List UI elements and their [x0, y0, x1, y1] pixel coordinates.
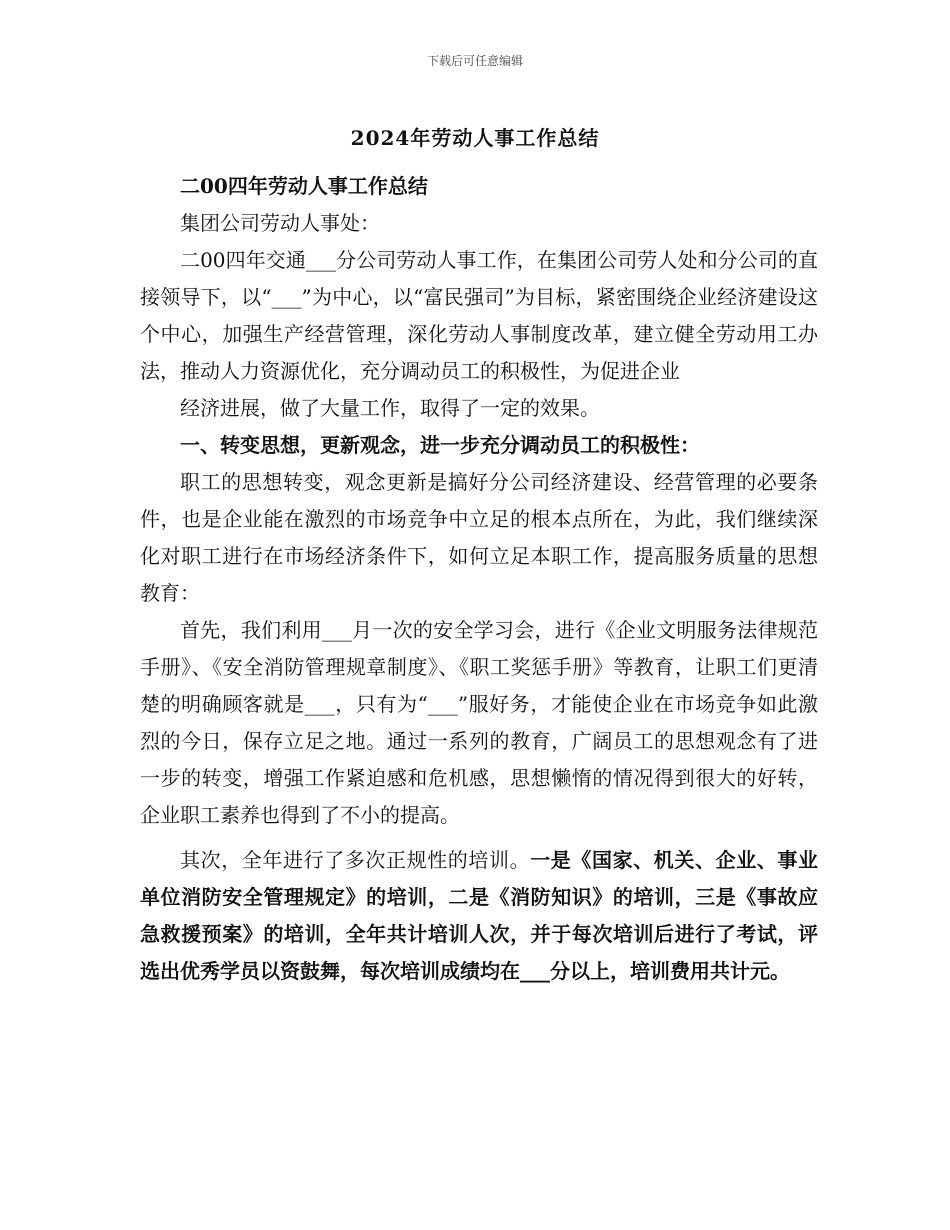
- header-note: 下载后可任意编辑: [426, 54, 523, 68]
- paragraph: 经济进展，做了大量工作，取得了一定的效果。: [180, 396, 600, 420]
- document-body: [140, 168, 818, 990]
- paragraph: 职工的思想转变，观念更新是搞好分公司经济建设、经营管理的必要条件，也是企业能在激烈的市场竞争中立足的根本点所在，为此，我们继续深化对职工进行在市场经济条件下，如何立足本职工作，提高服务质量的思想教育：: [140, 470, 818, 605]
- section-heading: 二00四年劳动人事工作总结: [180, 174, 428, 198]
- paragraph-bold-part: 一是《国家、机关、企业、事业单位消防安全管理规定》的培训，二是《消防知识》的培训，三是《事故应急救援预案》的培训，全年共计培训人次，并于每次培训后进行了考试，评选出优秀学员以资鼓舞，每次培训成绩均在___分以上，培训费用共计元。: [140, 848, 819, 983]
- paragraph: 二00四年交通___分公司劳动人事工作，在集团公司劳人处和分公司的直接领导下，以“___”为中心，以“富民强司”为目标，紧密围绕企业经济建设这个中心，加强生产经营管理，深化劳动人事制度改革，建立健全劳动用工办法，推动人力资源优化，充分调动员工的积极性，为促进企业: [140, 248, 818, 383]
- paragraph: 首先，我们利用___月一次的安全学习会，进行《企业文明服务法律规范手册》、《安全消防管理规章制度》、《职工奖惩手册》等教育，让职工们更清楚的明确顾客就是___，只有为“___”服好务，才能使企业在市场竞争如此激烈的今日，保存立足之地。通过一系列的教育，广阔员工的思想观念有了进一步的转变，增强工作紧迫感和危机感，思想懒惰的情况得到很大的好转，企业职工素养也得到了不小的提高。: [140, 618, 818, 827]
- paragraph-normal-part: 其次，全年进行了多次正规性的培训。: [180, 848, 531, 872]
- section-heading: 一、转变思想，更新观念，进一步充分调动员工的积极性：: [180, 433, 700, 457]
- addressee: 集团公司劳动人事处：: [180, 211, 380, 235]
- paragraph-mixed: [140, 842, 818, 990]
- document-title: 2024年劳动人事工作总结: [350, 126, 600, 150]
